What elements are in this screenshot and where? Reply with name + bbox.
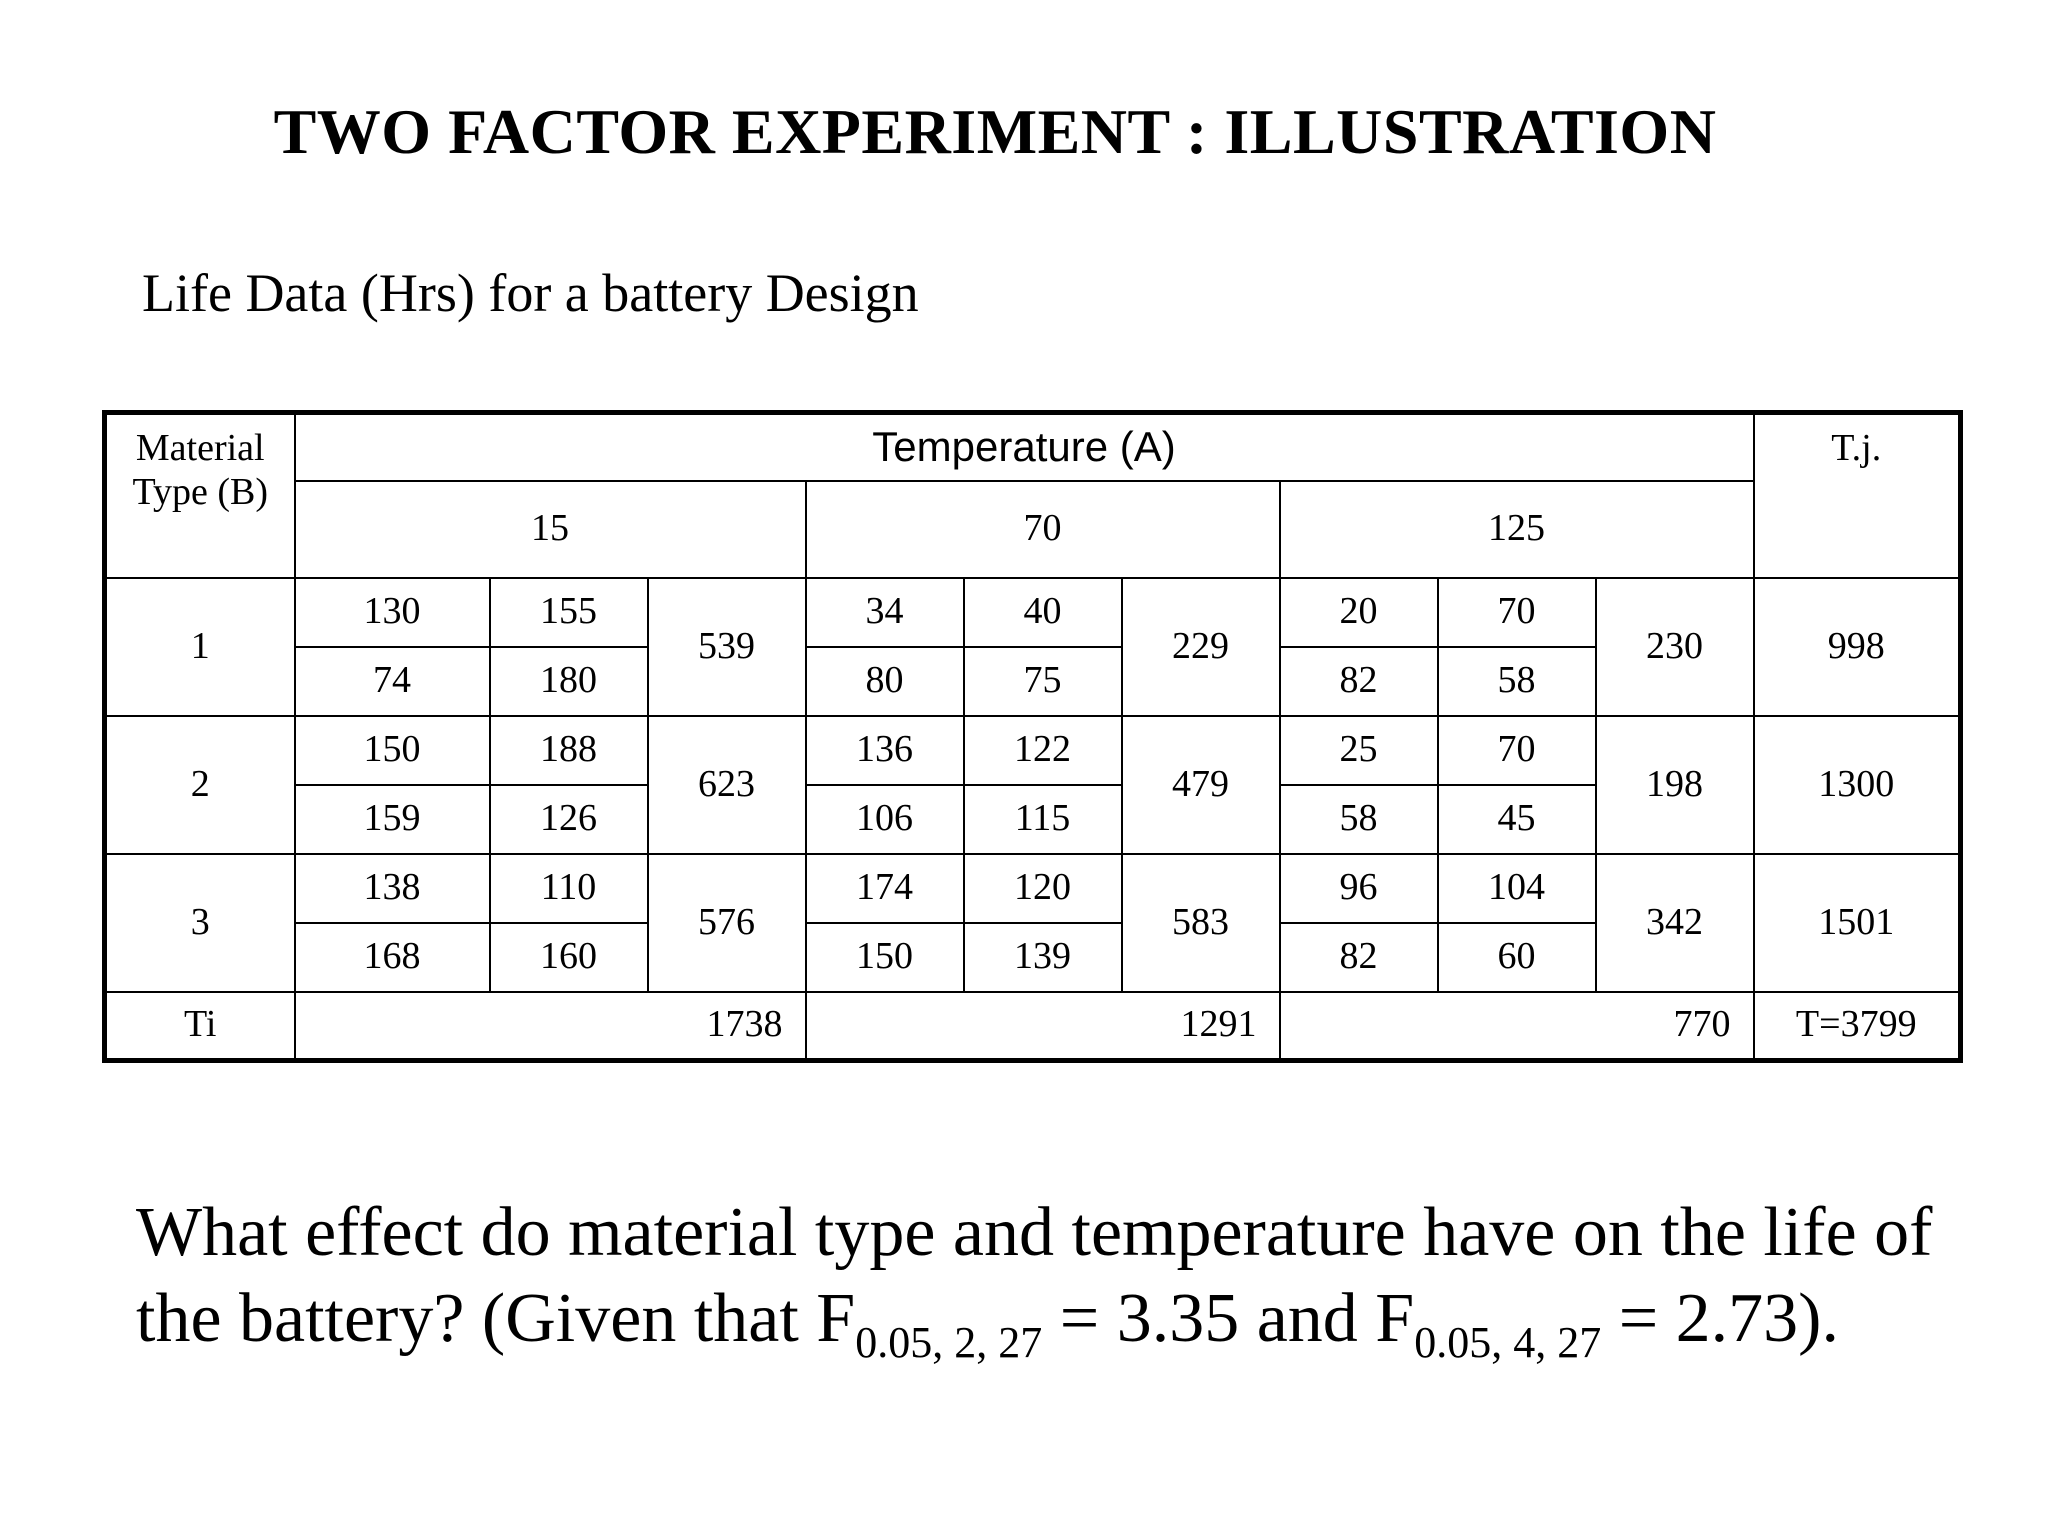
table-row <box>105 578 1961 647</box>
ti-label: Ti <box>105 992 295 1061</box>
material-label: 2 <box>105 716 295 854</box>
f-subscript-1: 0.05, 2, 27 <box>855 1318 1043 1367</box>
observation-cell: 34 <box>806 578 964 647</box>
observation-cell: 96 <box>1280 854 1438 923</box>
question-part2: = 3.35 and F <box>1042 1280 1415 1357</box>
observation-cell: 82 <box>1280 923 1438 992</box>
question-text <box>136 1190 2016 1367</box>
observation-cell: 136 <box>806 716 964 785</box>
slide-title: TWO FACTOR EXPERIMENT : ILLUSTRATION <box>273 96 1717 167</box>
cell-total: 230 <box>1596 578 1754 716</box>
battery-life-table <box>102 410 1963 1063</box>
cell-total: 623 <box>648 716 806 854</box>
observation-cell: 70 <box>1438 578 1596 647</box>
row-total: 1501 <box>1754 854 1961 992</box>
observation-cell: 122 <box>964 716 1122 785</box>
column-total: 1291 <box>806 992 1280 1061</box>
observation-cell: 160 <box>490 923 648 992</box>
observation-cell: 58 <box>1438 647 1596 716</box>
f-subscript-2: 0.05, 4, 27 <box>1414 1318 1602 1367</box>
table-row <box>105 854 1961 923</box>
observation-cell: 155 <box>490 578 648 647</box>
observation-cell: 138 <box>295 854 490 923</box>
observation-cell: 174 <box>806 854 964 923</box>
observation-cell: 150 <box>806 923 964 992</box>
observation-cell: 82 <box>1280 647 1438 716</box>
observation-cell: 106 <box>806 785 964 854</box>
observation-cell: 74 <box>295 647 490 716</box>
observation-cell: 168 <box>295 923 490 992</box>
temp-level-70: 70 <box>806 481 1280 578</box>
material-header-line1: Material <box>135 427 265 469</box>
temp-level-125: 125 <box>1280 481 1754 578</box>
row-total-header: T.j. <box>1754 413 1961 578</box>
observation-cell: 20 <box>1280 578 1438 647</box>
material-label: 3 <box>105 854 295 992</box>
observation-cell: 115 <box>964 785 1122 854</box>
observation-cell: 70 <box>1438 716 1596 785</box>
cell-total: 342 <box>1596 854 1754 992</box>
cell-total: 479 <box>1122 716 1280 854</box>
observation-cell: 180 <box>490 647 648 716</box>
material-header-line2: Type (B) <box>132 470 269 513</box>
observation-cell: 40 <box>964 578 1122 647</box>
observation-cell: 159 <box>295 785 490 854</box>
column-total: 1738 <box>295 992 806 1061</box>
question-part1: What effect do material type and temperature have on the life of the battery? (Given that F <box>136 1194 1933 1357</box>
observation-cell: 58 <box>1280 785 1438 854</box>
observation-cell: 126 <box>490 785 648 854</box>
cell-total: 539 <box>648 578 806 716</box>
observation-cell: 60 <box>1438 923 1596 992</box>
material-type-header <box>105 413 295 578</box>
cell-total: 583 <box>1122 854 1280 992</box>
observation-cell: 120 <box>964 854 1122 923</box>
observation-cell: 139 <box>964 923 1122 992</box>
temp-level-15: 15 <box>295 481 806 578</box>
temperature-header: Temperature (A) <box>295 413 1754 481</box>
column-totals-row <box>105 992 1961 1061</box>
table-row <box>105 716 1961 785</box>
observation-cell: 104 <box>1438 854 1596 923</box>
cell-total: 198 <box>1596 716 1754 854</box>
row-total: 1300 <box>1754 716 1961 854</box>
observation-cell: 110 <box>490 854 648 923</box>
material-label: 1 <box>105 578 295 716</box>
observation-cell: 45 <box>1438 785 1596 854</box>
grand-total: T=3799 <box>1754 992 1961 1061</box>
observation-cell: 188 <box>490 716 648 785</box>
observation-cell: 80 <box>806 647 964 716</box>
cell-total: 576 <box>648 854 806 992</box>
observation-cell: 25 <box>1280 716 1438 785</box>
observation-cell: 75 <box>964 647 1122 716</box>
column-total: 770 <box>1280 992 1754 1061</box>
row-total: 998 <box>1754 578 1961 716</box>
observation-cell: 130 <box>295 578 490 647</box>
observation-cell: 150 <box>295 716 490 785</box>
question-part3: = 2.73). <box>1601 1280 1839 1357</box>
table-caption: Life Data (Hrs) for a battery Design <box>142 263 919 323</box>
cell-total: 229 <box>1122 578 1280 716</box>
